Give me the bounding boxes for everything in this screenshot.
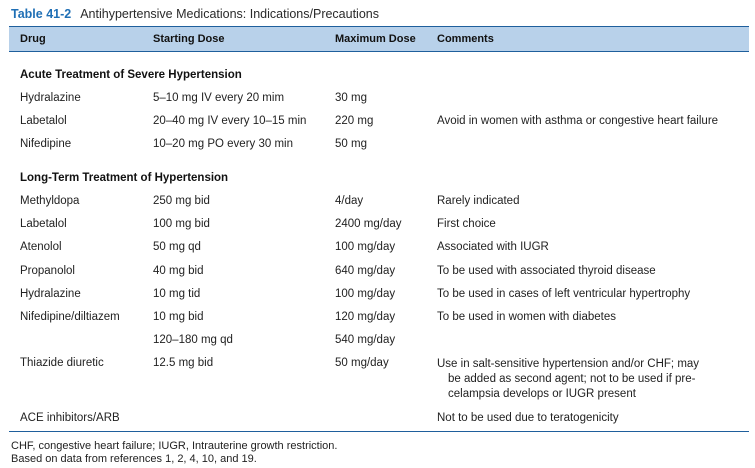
cell-max-dose: 2400 mg/day — [335, 218, 402, 230]
cell-start-dose: 5–10 mg IV every 20 mim — [153, 92, 285, 104]
cell-drug: Labetalol — [20, 218, 67, 230]
cell-drug: Methyldopa — [20, 195, 80, 207]
cell-max-dose: 640 mg/day — [335, 265, 396, 277]
cell-comments-line: Use in salt-sensitive hypertension and/or CHF; may — [437, 358, 700, 370]
cell-max-dose: 50 mg — [335, 138, 367, 150]
cell-max-dose: 220 mg — [335, 115, 374, 127]
cell-drug: Hydralazine — [20, 92, 81, 104]
cell-start-dose: 250 mg bid — [153, 195, 210, 207]
cell-drug: Nifedipine — [20, 138, 72, 150]
cell-max-dose: 50 mg/day — [335, 357, 389, 369]
cell-start-dose: 10 mg bid — [153, 311, 204, 323]
header-drug: Drug — [20, 33, 46, 45]
cell-drug: ACE inhibitors/ARB — [20, 412, 120, 424]
cell-comments: To be used in women with diabetes — [437, 311, 616, 323]
cell-start-dose: 10 mg tid — [153, 288, 201, 300]
cell-comments: Avoid in women with asthma or congestive heart failure — [437, 115, 719, 127]
cell-drug: Labetalol — [20, 115, 67, 127]
cell-comments: First choice — [437, 218, 496, 230]
cell-start-dose: 20–40 mg IV every 10–15 min — [153, 115, 307, 127]
cell-max-dose: 30 mg — [335, 92, 367, 104]
cell-start-dose: 12.5 mg bid — [153, 357, 214, 369]
cell-start-dose: 10–20 mg PO every 30 min — [153, 138, 293, 150]
cell-comments: Not to be used due to teratogenicity — [437, 412, 619, 424]
table-title — [11, 5, 379, 23]
cell-start-dose: 100 mg bid — [153, 218, 210, 230]
header-maximum-dose: Maximum Dose — [335, 33, 416, 45]
header-comments: Comments — [437, 33, 494, 45]
cell-max-dose: 4/day — [335, 195, 364, 207]
cell-start-dose: 40 mg bid — [153, 265, 204, 277]
cell-drug: Propanolol — [20, 265, 75, 277]
table-header-row — [9, 26, 749, 52]
cell-start-dose: 50 mg qd — [153, 241, 201, 253]
table-title-text: Antihypertensive Medications: Indications/Precautions — [80, 7, 379, 21]
section-title-acute: Acute Treatment of Severe Hypertension — [20, 69, 242, 81]
cell-drug: Thiazide diuretic — [20, 357, 104, 369]
cell-max-dose: 540 mg/day — [335, 334, 396, 346]
footnote: Based on data from references 1, 2, 4, 10, and 19. — [11, 453, 257, 465]
cell-max-dose: 100 mg/day — [335, 288, 396, 300]
cell-drug: Nifedipine/diltiazem — [20, 311, 120, 323]
header-starting-dose: Starting Dose — [153, 33, 225, 45]
cell-start-dose: 120–180 mg qd — [153, 334, 233, 346]
section-title-long-term: Long-Term Treatment of Hypertension — [20, 172, 229, 184]
cell-drug: Atenolol — [20, 241, 62, 253]
cell-comments: Rarely indicated — [437, 195, 520, 207]
cell-comments: To be used with associated thyroid disease — [437, 265, 656, 277]
table-number: Table 41-2 — [11, 7, 72, 21]
cell-drug: Hydralazine — [20, 288, 81, 300]
cell-comments-line: be added as second agent; not to be used if pre- — [448, 373, 696, 385]
table-bottom-rule — [9, 431, 749, 432]
cell-max-dose: 120 mg/day — [335, 311, 396, 323]
cell-comments-line: celampsia develops or IUGR present — [448, 388, 636, 400]
cell-max-dose: 100 mg/day — [335, 241, 396, 253]
cell-comments: Associated with IUGR — [437, 241, 549, 253]
footnote: CHF, congestive heart failure; IUGR, Intrauterine growth restriction. — [11, 440, 338, 452]
cell-comments: To be used in cases of left ventricular hypertrophy — [437, 288, 691, 300]
